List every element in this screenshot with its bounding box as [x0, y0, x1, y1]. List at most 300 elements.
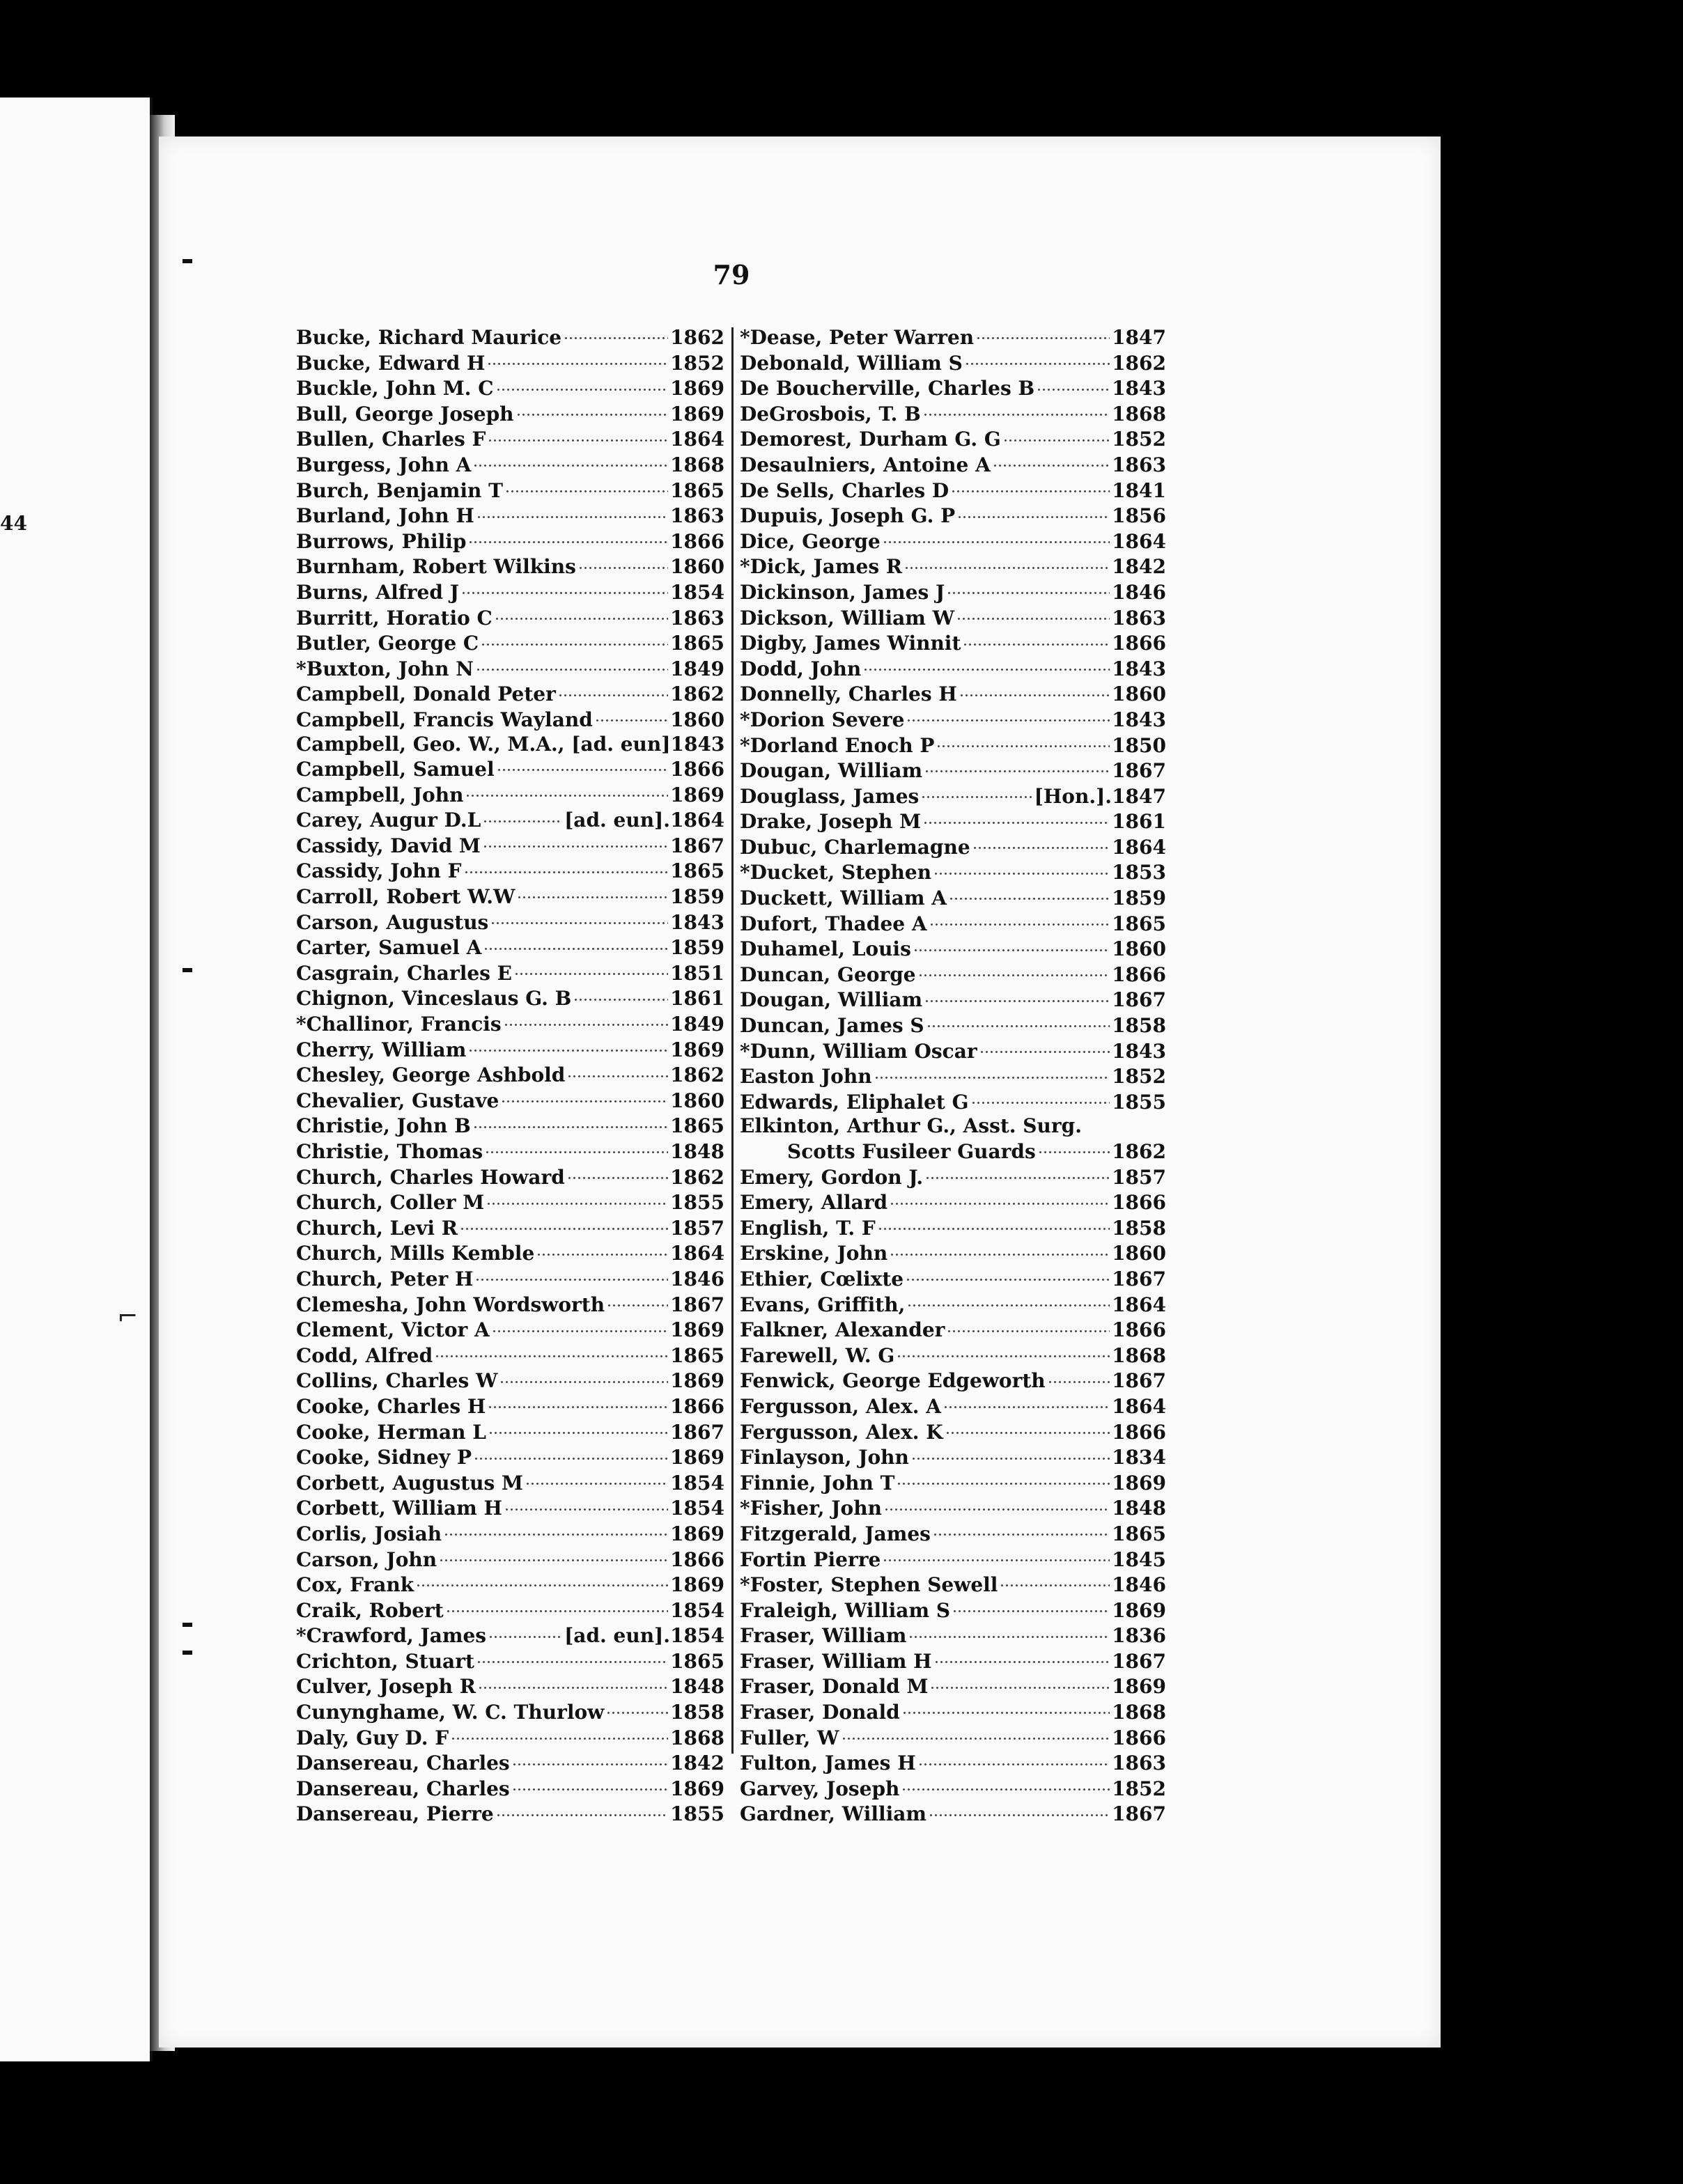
directory-entry [296, 1317, 724, 1343]
directory-entry [296, 1240, 724, 1266]
dot-leader [952, 1598, 1110, 1617]
entry-year: 1848 [670, 1140, 724, 1163]
dot-leader [567, 1164, 668, 1184]
dot-leader [564, 325, 668, 344]
entry-name: Burritt, Horatio C [296, 606, 493, 630]
entry-name: Fraser, William [740, 1624, 907, 1648]
entry-year: 1865 [670, 859, 724, 883]
directory-entry [740, 859, 1166, 885]
dot-leader [497, 756, 668, 776]
entry-year: 1859 [670, 885, 724, 909]
directory-entry [296, 1801, 724, 1827]
entry-year: 1858 [1112, 1014, 1166, 1038]
dot-leader [487, 350, 668, 370]
entry-year: 1865 [670, 632, 724, 655]
directory-entry [740, 911, 1166, 937]
entry-name: Dubuc, Charlemagne [740, 835, 970, 859]
dot-leader [451, 1725, 668, 1745]
entry-name: Christie, John B [296, 1114, 471, 1138]
entry-year: 1865 [1112, 912, 1166, 935]
dot-leader [483, 807, 562, 827]
dot-leader [607, 1292, 668, 1311]
dot-leader [567, 1062, 668, 1082]
entry-year: 1862 [670, 1165, 724, 1189]
directory-entry [740, 1648, 1166, 1674]
entry-name: Christie, Thomas [296, 1140, 483, 1163]
dot-leader [951, 478, 1110, 497]
entry-year: 1843 [1112, 657, 1166, 680]
directory-entry [296, 1598, 724, 1623]
dot-leader [947, 1317, 1110, 1336]
directory-entry [740, 809, 1166, 834]
dot-leader [481, 630, 668, 650]
entry-year: 1862 [1112, 351, 1166, 375]
entry-name: Church, Levi R [296, 1216, 458, 1240]
entry-year: 1866 [1112, 632, 1166, 655]
binding-stitch-mark [183, 259, 192, 263]
dot-leader [933, 1521, 1110, 1540]
dot-leader [993, 452, 1110, 471]
entry-year: 1858 [670, 1701, 724, 1724]
dot-leader [1003, 426, 1110, 446]
dot-leader [473, 452, 668, 471]
entry-year: 1849 [670, 657, 724, 680]
entry-year: 1863 [670, 606, 724, 630]
dot-leader [979, 1038, 1110, 1058]
directory-entry [296, 884, 724, 910]
entry-year: 1867 [1112, 759, 1166, 783]
entry-year: 1847 [1112, 784, 1166, 808]
entry-year: 1857 [670, 1216, 724, 1240]
entry-name: Farewell, W. G [740, 1343, 895, 1367]
directory-entry [296, 1394, 724, 1419]
directory-entry [296, 1495, 724, 1521]
entry-year: 1842 [670, 1752, 724, 1775]
entry-name: Church, Mills Kemble [296, 1242, 535, 1265]
entry-name: *Challinor, Francis [296, 1013, 502, 1036]
dot-leader [911, 1444, 1110, 1464]
entry-name: Ethier, Cœlixte [740, 1267, 904, 1290]
entry-name: Fergusson, Alex. K [740, 1420, 943, 1444]
dot-leader [476, 503, 668, 522]
directory-entry [296, 630, 724, 656]
entry-year: 1869 [670, 1038, 724, 1061]
dot-leader [536, 1240, 668, 1260]
dot-leader [474, 1444, 668, 1464]
entry-name: Cooke, Sidney P [296, 1446, 472, 1469]
entry-name: DeGrosbois, T. B [740, 402, 921, 426]
entry-name: Desaulniers, Antoine A [740, 453, 991, 476]
directory-entry [740, 936, 1166, 962]
dot-leader [517, 884, 668, 903]
entry-name: Bucke, Richard Maurice [296, 326, 562, 349]
dot-leader [595, 707, 668, 726]
binding-stitch-mark [183, 1623, 192, 1627]
entry-year: 1862 [670, 1063, 724, 1087]
directory-entry [740, 1240, 1166, 1266]
entry-year: 1857 [1112, 1165, 1166, 1189]
entry-year: 1849 [670, 1013, 724, 1036]
dot-leader [416, 1572, 668, 1591]
dot-leader [461, 579, 668, 599]
entry-name: Fenwick, George Edgeworth [740, 1369, 1046, 1393]
entry-name: Cunynghame, W. C. Thurlow [296, 1701, 605, 1724]
dot-leader [945, 1419, 1110, 1439]
dot-leader [957, 503, 1110, 522]
entry-year: 1846 [1112, 1573, 1166, 1597]
entry-name: Campbell, John [296, 783, 464, 806]
entry-name: Gardner, William [740, 1802, 927, 1826]
entry-year: 1855 [670, 1191, 724, 1215]
entry-name: Falkner, Alexander [740, 1318, 945, 1342]
entry-name: Chevalier, Gustave [296, 1089, 499, 1112]
directory-entry [740, 1521, 1166, 1547]
entry-name: Dansereau, Pierre [296, 1802, 494, 1826]
entry-name: Donnelly, Charles H [740, 682, 957, 706]
directory-entry [740, 1495, 1166, 1521]
entry-year: 1854 [670, 1471, 724, 1495]
directory-entry [740, 758, 1166, 783]
dot-leader [897, 1470, 1110, 1490]
directory-entry [296, 452, 724, 478]
entry-name: *Dease, Peter Warren [740, 326, 975, 349]
dot-leader [884, 1495, 1110, 1515]
dot-leader [921, 783, 1032, 803]
entry-name: Evans, Griffith, [740, 1293, 906, 1316]
directory-entry [740, 375, 1166, 401]
entry-name: Buckle, John M. C [296, 377, 494, 400]
entry-name: Corbett, Augustus M [296, 1471, 524, 1495]
entry-year: 1852 [670, 351, 724, 375]
entry-year: 1853 [1112, 861, 1166, 884]
entry-name: Carter, Samuel A [296, 936, 482, 960]
directory-entry [740, 1164, 1166, 1190]
dot-leader [492, 1317, 668, 1336]
dot-leader [468, 1037, 668, 1056]
dot-leader [606, 1699, 668, 1719]
entry-year: 1852 [1112, 1065, 1166, 1089]
dot-leader [923, 809, 1110, 828]
directory-entry [296, 1572, 724, 1598]
entry-year: 1869 [1112, 1675, 1166, 1699]
directory-entry [296, 807, 724, 833]
directory-entry [740, 1343, 1166, 1368]
entry-year: 1864 [1112, 835, 1166, 859]
dot-leader [930, 1674, 1110, 1693]
dot-leader [490, 910, 668, 929]
entry-name: *Ducket, Stephen [740, 861, 932, 884]
dot-leader [1048, 1368, 1110, 1387]
entry-name: Campbell, Geo. W., M.A., [ad. eun] [296, 732, 671, 756]
dot-leader [924, 758, 1110, 777]
directory-entry [740, 579, 1166, 605]
entry-name: Cherry, William [296, 1038, 467, 1061]
entry-name: Campbell, Samuel [296, 758, 495, 781]
entry-year: 1842 [1112, 555, 1166, 579]
directory-entry [296, 1190, 724, 1215]
directory-entry [740, 962, 1166, 988]
entry-year: 1866 [1112, 1420, 1166, 1444]
directory-entry [296, 985, 724, 1011]
dot-leader [904, 554, 1110, 573]
entry-year: 1848 [1112, 1497, 1166, 1520]
directory-entry [296, 833, 724, 859]
entry-name: Fraleigh, William S [740, 1598, 951, 1622]
directory-entry [296, 1215, 724, 1241]
directory-entry [296, 1062, 724, 1088]
entry-year: 1855 [1112, 1090, 1166, 1114]
directory-entry [296, 605, 724, 631]
directory-entry [296, 1444, 724, 1470]
directory-entry [296, 782, 724, 808]
dot-leader [902, 1699, 1110, 1719]
entry-year: 1865 [1112, 1522, 1166, 1545]
dot-leader [499, 1368, 668, 1387]
directory-entry [740, 733, 1166, 758]
entry-name: Daly, Guy D. F [296, 1726, 449, 1749]
entry-name: Fitzgerald, James [740, 1522, 931, 1545]
entry-name: Burch, Benjamin T [296, 478, 503, 502]
directory-entry [740, 707, 1166, 733]
directory-entry [740, 1623, 1166, 1648]
dot-leader [923, 401, 1110, 421]
directory-entry [740, 1190, 1166, 1215]
directory-entry [740, 1750, 1166, 1776]
entry-year: 1865 [670, 1649, 724, 1673]
entry-name: Finnie, John T [740, 1471, 895, 1495]
directory-entry [296, 1088, 724, 1114]
directory-entry [740, 1572, 1166, 1598]
directory-entry [740, 1063, 1166, 1089]
entry-year: 1861 [670, 987, 724, 1011]
dot-leader [558, 681, 668, 701]
dot-leader [488, 1623, 562, 1642]
entry-year: 1869 [670, 402, 724, 426]
directory-entry [296, 960, 724, 986]
entry-year: 1841 [1112, 478, 1166, 502]
entry-name: Fulton, James H [740, 1752, 916, 1775]
directory-entry [296, 1699, 724, 1725]
dot-leader [1000, 1572, 1110, 1591]
entry-year: 1869 [1112, 1471, 1166, 1495]
entry-name: *Foster, Stephen Sewell [740, 1573, 998, 1597]
dot-leader [486, 1190, 668, 1209]
entry-name: Edwards, Eliphalet G [740, 1090, 969, 1114]
binding-stitch-mark [183, 968, 192, 972]
entry-name: Emery, Allard [740, 1191, 888, 1215]
entry-year: 1869 [670, 1369, 724, 1393]
entry-year: 1866 [670, 758, 724, 781]
dot-leader [965, 350, 1110, 370]
directory-entry [740, 478, 1166, 504]
dot-leader [972, 834, 1110, 854]
entry-year: 1866 [1112, 1318, 1166, 1342]
dot-leader [878, 1215, 1110, 1235]
entry-name: Carroll, Robert W.W [296, 885, 515, 909]
entry-name: Chignon, Vinceslaus G. B [296, 987, 572, 1011]
dot-leader [444, 1521, 668, 1540]
directory-entry [296, 1674, 724, 1699]
dot-leader [907, 1292, 1110, 1311]
entry-name: Dice, George [740, 529, 881, 553]
entry-name: Burnham, Robert Wilkins [296, 555, 576, 579]
directory-entry [296, 1648, 724, 1674]
dot-leader [976, 325, 1110, 344]
dot-leader [525, 1470, 668, 1490]
page-number: 79 [713, 259, 750, 290]
entry-name: *Dorland Enoch P [740, 733, 935, 757]
dot-leader [971, 1089, 1110, 1109]
binding-stitch-mark [183, 1651, 192, 1655]
previous-page-fragment: 44 [0, 512, 27, 535]
entry-year: 1860 [1112, 937, 1166, 961]
directory-entry [296, 707, 724, 733]
dot-leader [478, 1674, 668, 1693]
directory-entry [740, 1547, 1166, 1573]
entry-year: 1867 [670, 1420, 724, 1444]
entry-name: *Dick, James R [740, 555, 903, 579]
entry-name: Garvey, Joseph [740, 1777, 900, 1800]
directory-entry [740, 401, 1166, 427]
entry-name: Fergusson, Alex. A [740, 1394, 941, 1418]
dot-leader [883, 529, 1110, 548]
dot-leader [890, 1240, 1110, 1260]
entry-name: *Buxton, John N [296, 657, 474, 680]
entry-name: Debonald, William S [740, 351, 963, 375]
entry-name: Clemesha, John Wordsworth [296, 1293, 605, 1316]
directory-entry [296, 1776, 724, 1802]
entry-year: 1867 [670, 834, 724, 857]
dot-leader [929, 1801, 1110, 1820]
dot-leader [1038, 1139, 1110, 1158]
entry-name: Dansereau, Charles [296, 1777, 510, 1800]
dot-leader [512, 1776, 668, 1795]
directory-entry [296, 1292, 724, 1318]
entry-name: Corlis, Josiah [296, 1522, 442, 1545]
entry-year: 1854 [670, 1624, 724, 1648]
entry-year: 1834 [1112, 1446, 1166, 1469]
entry-year: 1869 [670, 1522, 724, 1545]
entry-year: 1864 [1112, 529, 1166, 553]
directory-entry [740, 681, 1166, 707]
entry-name: Campbell, Donald Peter [296, 682, 556, 706]
dot-leader [476, 656, 668, 676]
entry-year: 1867 [670, 1293, 724, 1316]
dot-leader [516, 401, 669, 421]
entry-year: 1836 [1112, 1624, 1166, 1648]
entry-name: Carson, John [296, 1547, 437, 1571]
dot-leader [514, 960, 668, 980]
entry-year: 1859 [670, 936, 724, 960]
entry-name: Elkinton, Arthur G., Asst. Surg. [740, 1114, 1082, 1138]
entry-name: Burgess, John A [296, 453, 472, 476]
directory-entry [740, 452, 1166, 478]
entry-note: [Hon.]. [1034, 784, 1112, 808]
directory-entry [296, 426, 724, 452]
entry-year: 1856 [1112, 504, 1166, 528]
dot-leader [496, 1801, 668, 1820]
directory-entry [296, 1011, 724, 1037]
entry-name: Demorest, Durham G. G [740, 428, 1001, 451]
directory-entry [740, 605, 1166, 631]
dot-leader [460, 1215, 668, 1235]
dot-leader [483, 935, 668, 954]
dot-leader [956, 605, 1110, 625]
directory-entry [296, 910, 724, 935]
dot-leader [485, 1139, 668, 1158]
entry-name: Corbett, William H [296, 1497, 502, 1520]
entry-year: 1866 [670, 1394, 724, 1418]
entry-name: Dupuis, Joseph G. P [740, 504, 956, 528]
dot-leader [906, 1266, 1110, 1286]
dot-leader [488, 426, 668, 446]
directory-entry [740, 529, 1166, 554]
entry-year: 1864 [670, 1242, 724, 1265]
entry-year: 1843 [670, 732, 725, 756]
entry-name: Casgrain, Charles E [296, 961, 512, 985]
entry-name: Bucke, Edward H [296, 351, 486, 375]
directory-entry [296, 935, 724, 960]
entry-name: Duckett, William A [740, 887, 947, 910]
entry-year: 1864 [670, 809, 724, 832]
entry-name: Digby, James Winnit [740, 632, 961, 655]
entry-year: 1861 [1112, 810, 1166, 834]
entry-year: 1854 [670, 580, 724, 604]
directory-entry [740, 1776, 1166, 1802]
directory-entry [740, 1419, 1166, 1445]
directory-entry [296, 1750, 724, 1776]
entry-name: Easton John [740, 1065, 872, 1089]
entry-year: 1846 [670, 1267, 724, 1290]
entry-name: *Dunn, William Oscar [740, 1039, 977, 1063]
entry-name: Erskine, John [740, 1242, 888, 1265]
entry-year: 1860 [670, 555, 724, 579]
dot-leader [488, 1394, 668, 1413]
entry-year: 1864 [1112, 1293, 1166, 1316]
directory-entry [740, 656, 1166, 682]
entry-year: 1854 [670, 1598, 724, 1622]
entry-year: 1860 [1112, 1242, 1166, 1265]
entry-year: 1869 [670, 783, 724, 806]
entry-year: 1869 [670, 1777, 724, 1800]
entry-name: Cassidy, David M [296, 834, 481, 857]
directory-entry [740, 885, 1166, 911]
entry-name: Clement, Victor A [296, 1318, 490, 1342]
dot-leader [578, 554, 668, 573]
directory-entry [740, 987, 1166, 1013]
directory-entry [296, 656, 724, 682]
entry-year: 1855 [670, 1802, 724, 1826]
entry-note: [ad. eun]. [564, 809, 671, 832]
entry-year: 1865 [670, 1114, 724, 1138]
directory-entry [740, 1674, 1166, 1699]
entry-name: Butler, George C [296, 632, 479, 655]
entry-name: Campbell, Francis Wayland [296, 708, 593, 731]
entry-year: 1851 [670, 961, 724, 985]
entry-name: Dufort, Thadee A [740, 912, 927, 935]
directory-entry [740, 1292, 1166, 1318]
entry-year: 1866 [1112, 1726, 1166, 1749]
dot-leader [501, 1088, 668, 1107]
dot-leader [925, 1164, 1110, 1184]
dot-leader [947, 579, 1110, 599]
directory-entry [740, 1013, 1166, 1038]
directory-entry [740, 1317, 1166, 1343]
directory-entry [296, 858, 724, 884]
dot-leader [890, 1190, 1110, 1209]
entry-year: 1869 [670, 377, 724, 400]
directory-entry [296, 1419, 724, 1445]
